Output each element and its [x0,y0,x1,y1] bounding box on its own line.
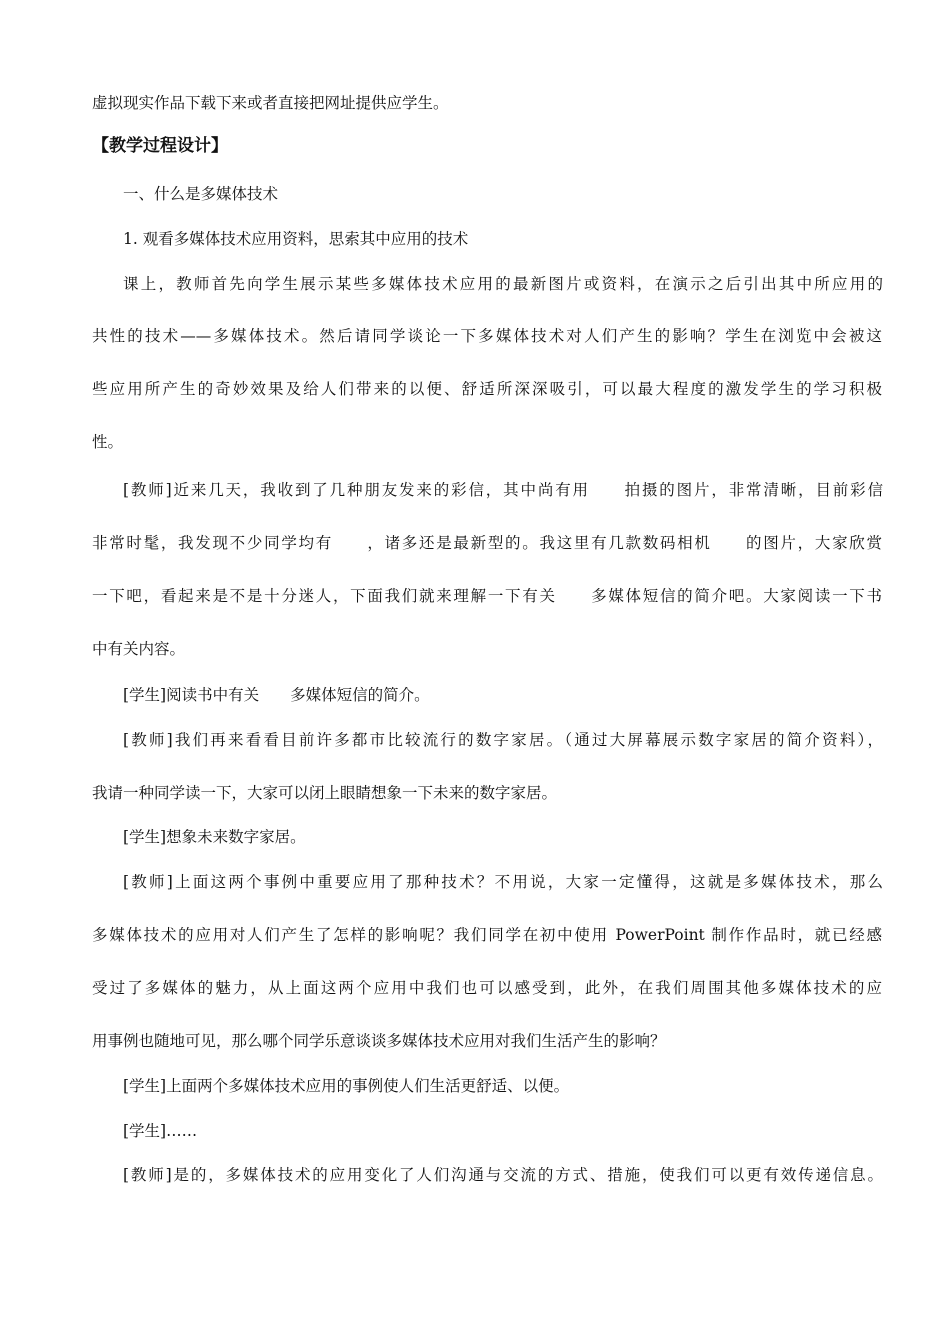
paragraph-line: 一下吧，看起来是不是十分迷人，下面我们就来理解一下有关 多媒体短信的简介吧。大家阅读一下书 [92,587,882,605]
subheading: 1. 观看多媒体技术应用资料，思索其中应用的技术 [123,230,469,248]
paragraph-line: [教师]上面这两个事例中重要应用了那种技术？不用说，大家一定懂得，这就是多媒体技术，那么 [123,873,883,891]
paragraph-line: 性。 [92,433,124,451]
paragraph-line: 课上，教师首先向学生展示某些多媒体技术应用的最新图片或资料，在演示之后引出其中所应用的 [123,275,883,293]
paragraph-line: 虚拟现实作品下载下来或者直接把网址提供应学生。 [92,94,449,112]
paragraph-line: 共性的技术——多媒体技术。然后请同学谈论一下多媒体技术对人们产生的影响？学生在浏览中会被这 [92,327,882,345]
paragraph-line: 些应用所产生的奇妙效果及给人们带来的以便、舒适所深深吸引，可以最大程度的激发学生的学习积极 [92,380,882,398]
paragraph-line: 我请一种同学读一下，大家可以闭上眼睛想象一下未来的数字家居。 [92,784,558,802]
paragraph-line: 用事例也随地可见，那么哪个同学乐意谈谈多媒体技术应用对我们生活产生的影响？ [92,1032,666,1050]
paragraph-line: [教师]近来几天，我收到了几种朋友发来的彩信，其中尚有用 拍摄的图片，非常清晰，目前彩信 [123,481,883,499]
paragraph-line: 多媒体技术的应用对人们产生了怎样的影响呢？我们同学在初中使用 PowerPoint 制作作品时，就已经感 [92,926,882,944]
section-heading: 【教学过程设计】 [92,136,228,156]
subheading: 一、什么是多媒体技术 [123,185,279,203]
paragraph-line: [教师]我们再来看看目前许多都市比较流行的数字家居。（通过大屏幕展示数字家居的简介资料）， [123,731,883,749]
paragraph-line: 非常时髦，我发现不少同学均有 ，诸多还是最新型的。我这里有几款数码相机 的图片，大家欣赏 [92,534,882,552]
paragraph-line: [学生]上面两个多媒体技术应用的事例使人们生活更舒适、以便。 [123,1077,570,1095]
paragraph-line: [学生]想象未来数字家居。 [123,828,306,846]
paragraph-line: [学生]…… [123,1122,198,1140]
paragraph-line: [教师]是的，多媒体技术的应用变化了人们沟通与交流的方式、措施，使我们可以更有效传递信息。 [123,1166,883,1184]
paragraph-line: 中有关内容。 [92,640,186,658]
paragraph-line: 受过了多媒体的魅力，从上面这两个应用中我们也可以感受到，此外，在我们周围其他多媒体技术的应 [92,979,882,997]
paragraph-line: [学生]阅读书中有关 多媒体短信的简介。 [123,686,430,704]
